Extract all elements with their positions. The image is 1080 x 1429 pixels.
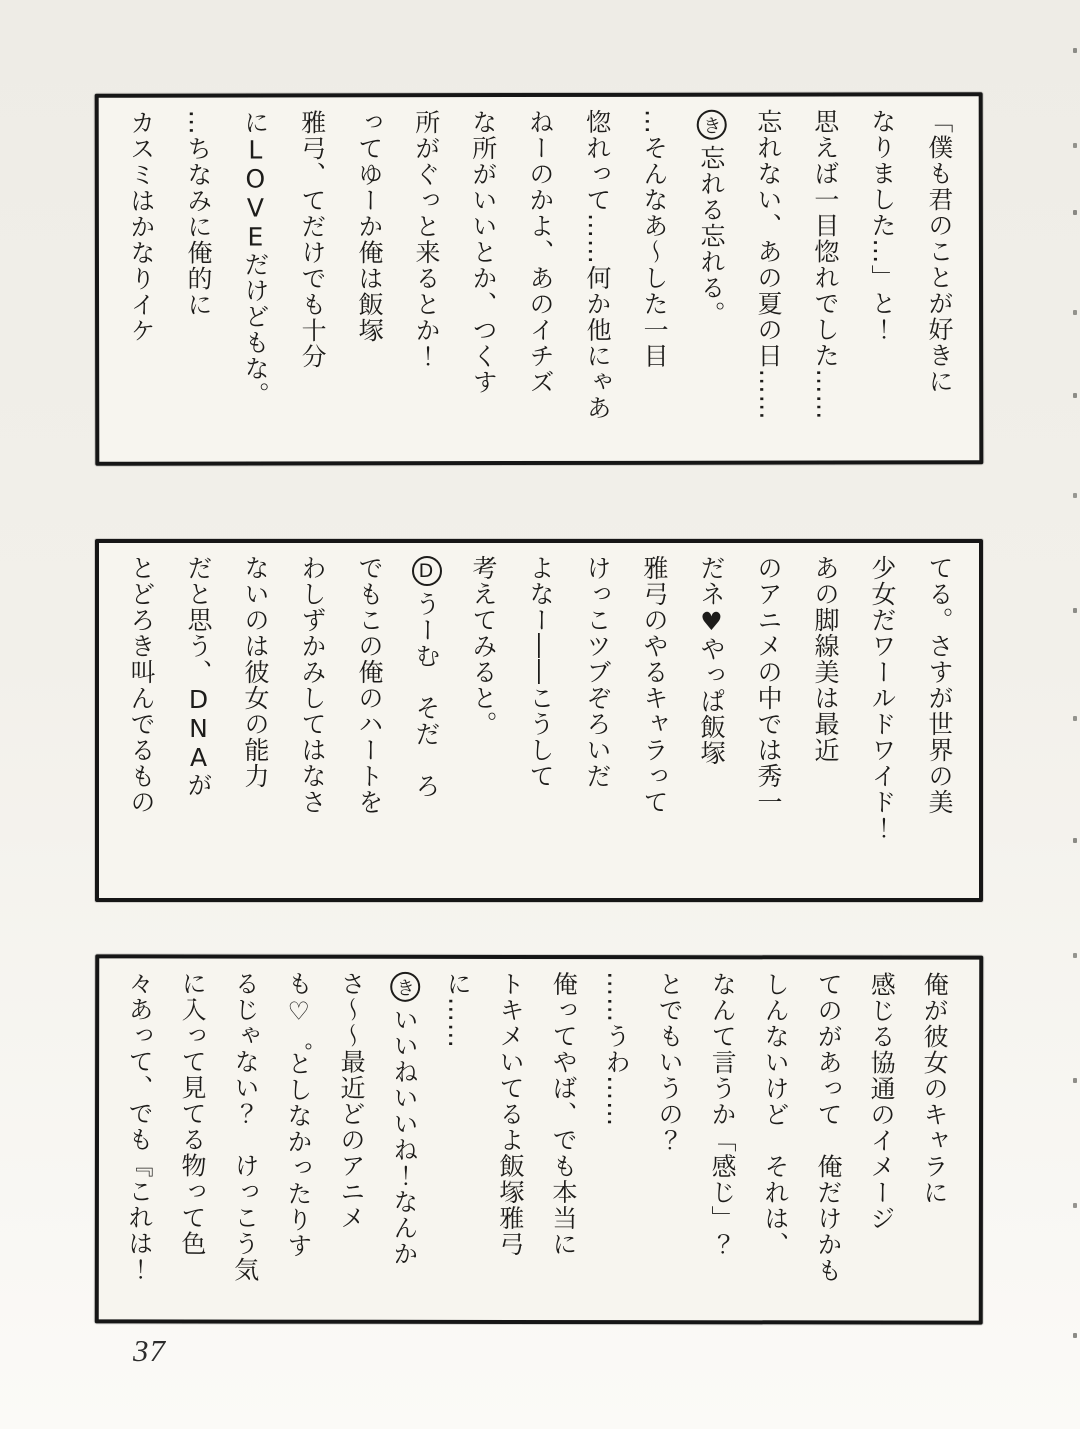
text-column: よなー――こうして bbox=[526, 555, 555, 789]
text-column: 感じる協通のイメージ bbox=[866, 971, 897, 1232]
text-column: き忘れる忘れる。 bbox=[683, 109, 741, 449]
text-column: 思えば一目惚れでした…… bbox=[810, 108, 841, 421]
text-column: 所がぐっと来るとか！ bbox=[411, 109, 442, 370]
circled-speaker-mark: き bbox=[390, 972, 420, 1002]
text-column: 俺が彼女のキャラに bbox=[919, 971, 950, 1206]
upright-latin-text: ♥ bbox=[697, 607, 726, 636]
text-column: のアニメの中では秀一 bbox=[754, 555, 783, 815]
panel-3-text bbox=[99, 958, 976, 1320]
panel-1 bbox=[95, 92, 984, 466]
text-column: 惚れって……何か他にゃあ bbox=[582, 108, 613, 421]
text-column: だネ♥やっぱ飯塚 bbox=[697, 555, 726, 766]
text-column: ないのは彼女の能力 bbox=[241, 555, 270, 789]
text-column: とでもいうの？ bbox=[654, 971, 685, 1154]
text-column: 々あって、でも『これは！ bbox=[124, 970, 155, 1283]
text-column: てのがあって 俺だけかも bbox=[813, 971, 844, 1284]
panel-1-text bbox=[99, 96, 983, 462]
text-column: に入って見てる物って色 bbox=[177, 970, 208, 1257]
page-number: 37 bbox=[133, 1333, 166, 1368]
text-column: …そんなあ～した一目 bbox=[639, 108, 670, 369]
text-column: も♡゜としなかったりす bbox=[283, 970, 314, 1259]
panel-2 bbox=[95, 539, 983, 902]
circled-speaker-mark: D bbox=[412, 556, 442, 586]
text-column: さ～～最近どのアニメ bbox=[336, 970, 367, 1231]
text-column: 少女だワールドワイド！ bbox=[868, 555, 897, 841]
text-column: 考えてみると。 bbox=[469, 555, 498, 737]
upright-latin-text: DNA bbox=[184, 685, 213, 772]
text-column: とどろき叫んでるもの bbox=[127, 555, 156, 815]
text-column: だと思う、DNAが bbox=[184, 555, 213, 798]
text-column: けっこツブぞろいだ bbox=[583, 555, 612, 789]
text-column: 「僕も君のことが好きに bbox=[924, 108, 955, 395]
text-column: あの脚線美は最近 bbox=[811, 555, 840, 763]
text-column: にLOVEだけどもな。 bbox=[240, 109, 271, 408]
text-column: でもこの俺のハートを bbox=[355, 555, 384, 815]
text-column: 雅弓のやるキャラって bbox=[640, 555, 669, 815]
text-column: に…… bbox=[443, 970, 473, 1049]
text-column: ……うわ…… bbox=[602, 971, 632, 1128]
text-column: …ちなみに俺的に bbox=[183, 109, 214, 318]
text-column: わしずかみしてはなさ bbox=[298, 555, 327, 815]
upright-latin-text: LOVE bbox=[240, 135, 270, 252]
text-column: しんないけど それは、 bbox=[760, 971, 791, 1258]
text-column: なんて言うか「感じ」？ bbox=[707, 971, 738, 1258]
upright-latin-text: ♡゜ bbox=[284, 996, 314, 1051]
circled-speaker-mark: き bbox=[697, 110, 727, 140]
text-column: 俺ってやば、でも本当に bbox=[548, 971, 579, 1258]
text-column: Dうーむ そだ ろ bbox=[398, 555, 455, 886]
text-column: るじゃない？ けっこう気 bbox=[230, 970, 261, 1283]
panel-3 bbox=[95, 954, 984, 1324]
text-column: 忘れない、あの夏の日…… bbox=[753, 108, 784, 421]
text-column: な所がいいとか、つくす bbox=[468, 109, 499, 396]
text-column: てる。さすが世界の美 bbox=[925, 555, 954, 815]
scan-artifact-marks bbox=[1073, 48, 1077, 53]
panel-2-text bbox=[99, 543, 982, 898]
text-column: ねーのかよ、あのイチズ bbox=[525, 108, 556, 396]
text-column: 雅弓、てだけでも十分 bbox=[297, 109, 328, 370]
text-column: ってゆーか俺は飯塚 bbox=[354, 109, 385, 344]
text-column: カスミはかなりイケ bbox=[126, 109, 157, 344]
text-column: なりました…」と！ bbox=[867, 108, 898, 343]
text-column: きいいねいいね！なんか bbox=[378, 971, 431, 1308]
text-column: トキメいてるよ飯塚雅弓 bbox=[495, 970, 526, 1257]
